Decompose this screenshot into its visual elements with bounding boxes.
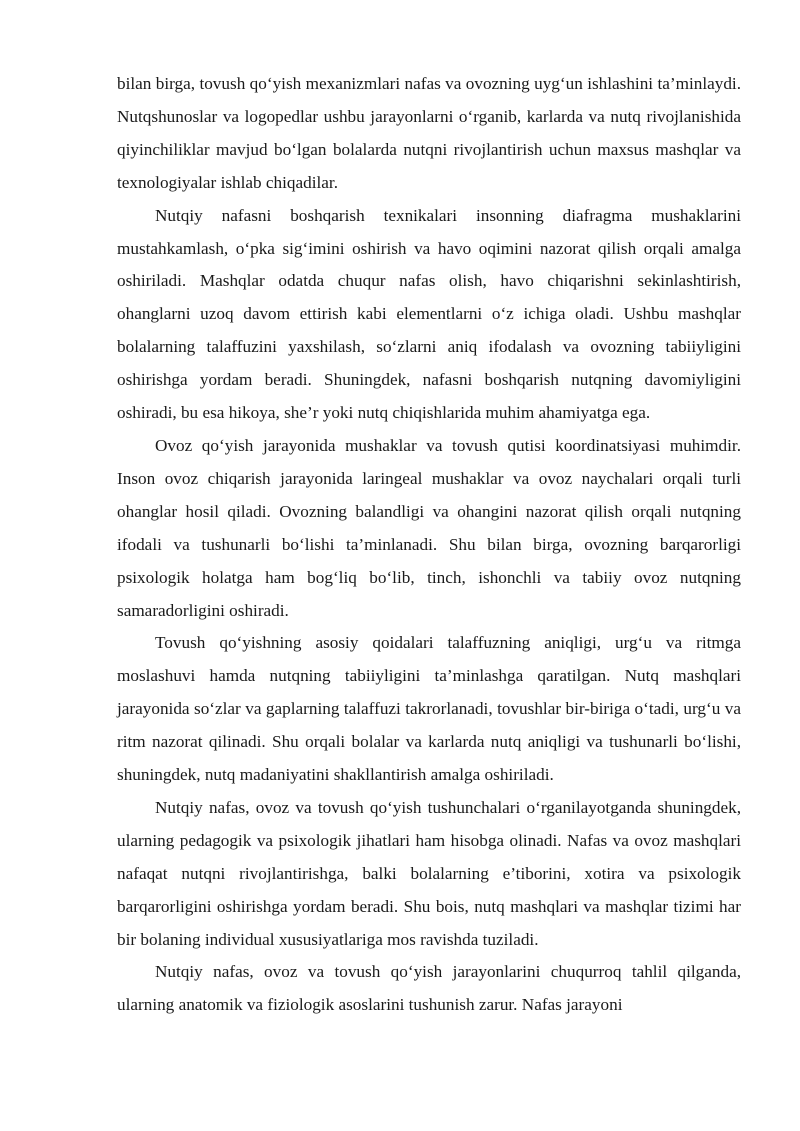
paragraph-continuation: bilan birga, tovush qo‘yish mexanizmlari nafas va ovozning uyg‘un ishlashini ta’minlaydi. Nutqshunoslar va logopedlar ushbu jarayonlarni o‘rganib, karlarda va nutq rivojlanishida qiyinchiliklar mavjud bo‘lgan bolalarda nutqni rivojlantirish uchun maxsus mashqlar va texnologiyalar ishlab chiqadilar. [117,74,741,192]
document-page [117,68,741,1022]
paragraph-breath-techniques: Nutqiy nafasni boshqarish texnikalari insonning diafragma mushaklarini mustahkamlash, o‘pka sig‘imini oshirish va havo oqimini nazorat qilish orqali amalga oshiriladi. Mashqlar odatda chuqur nafas olish, havo chiqarishni sekinlashtirish, ohanglarni uzoq davom ettirish kabi elementlarni o‘z ichiga oladi. Ushbu mashqlar bolalarning talaffuzini yaxshilash, so‘zlarni aniq ifodalash va ovozning tabiiyligini oshirishga yordam beradi. Shuningdek, nafasni boshqarish nutqning davomiyligini oshiradi, bu esa hikoya, she’r yoki nutq chiqishlarida muhim ahamiyatga ega. [117,205,741,423]
paragraph-sound-rules: Tovush qo‘yishning asosiy qoidalari talaffuzning aniqligi, urg‘u va ritmga moslashuvi hamda nutqning tabiiyligini ta’minlashga qaratilgan. Nutq mashqlari jarayonida so‘zlar va gaplarning talaffuzi takrorlanadi, tovushlar bir-biriga o‘tadi, urg‘u va ritm nazorat qilinadi. Shu orqali bolalar va karlarda nutq aniqligi va tushunarli bo‘lishi, shuningdek, nutq madaniyatini shakllantirish amalga oshiriladi. [117,633,741,785]
paragraph-pedagogical-aspects: Nutqiy nafas, ovoz va tovush qo‘yish tushunchalari o‘rganilayotganda shuningdek, ularning pedagogik va psixologik jihatlari ham hisobga olinadi. Nafas va ovoz mashqlari nafaqat nutqni rivojlantirishga, balki bolalarning e’tiborini, xotira va psixologik barqarorligini oshirishga yordam beradi. Shu bois, nutq mashqlari va mashqlar tizimi har bir bolaning individual xususiyatlariga mos ravishda tuziladi. [117,797,741,949]
paragraph-voice-production: Ovoz qo‘yish jarayonida mushaklar va tovush qutisi koordinatsiyasi muhimdir. Inson ovoz chiqarish jarayonida laringeal mushaklar va ovoz naychalari orqali turli ohanglar hosil qiladi. Ovozning balandligi va ohangini nazorat qilish orqali nutqning ifodali va tushunarli bo‘lishi ta’minlanadi. Shu bilan birga, ovozning barqarorligi psixologik holatga ham bog‘liq bo‘lib, tinch, ishonchli va tabiiy ovoz nutqning samaradorligini oshiradi. [117,435,741,620]
paragraph-anatomical-basis: Nutqiy nafas, ovoz va tovush qo‘yish jarayonlarini chuqurroq tahlil qilganda, ularning anatomik va fiziologik asoslarini tushunish zarur. Nafas jarayoni [117,962,741,1015]
